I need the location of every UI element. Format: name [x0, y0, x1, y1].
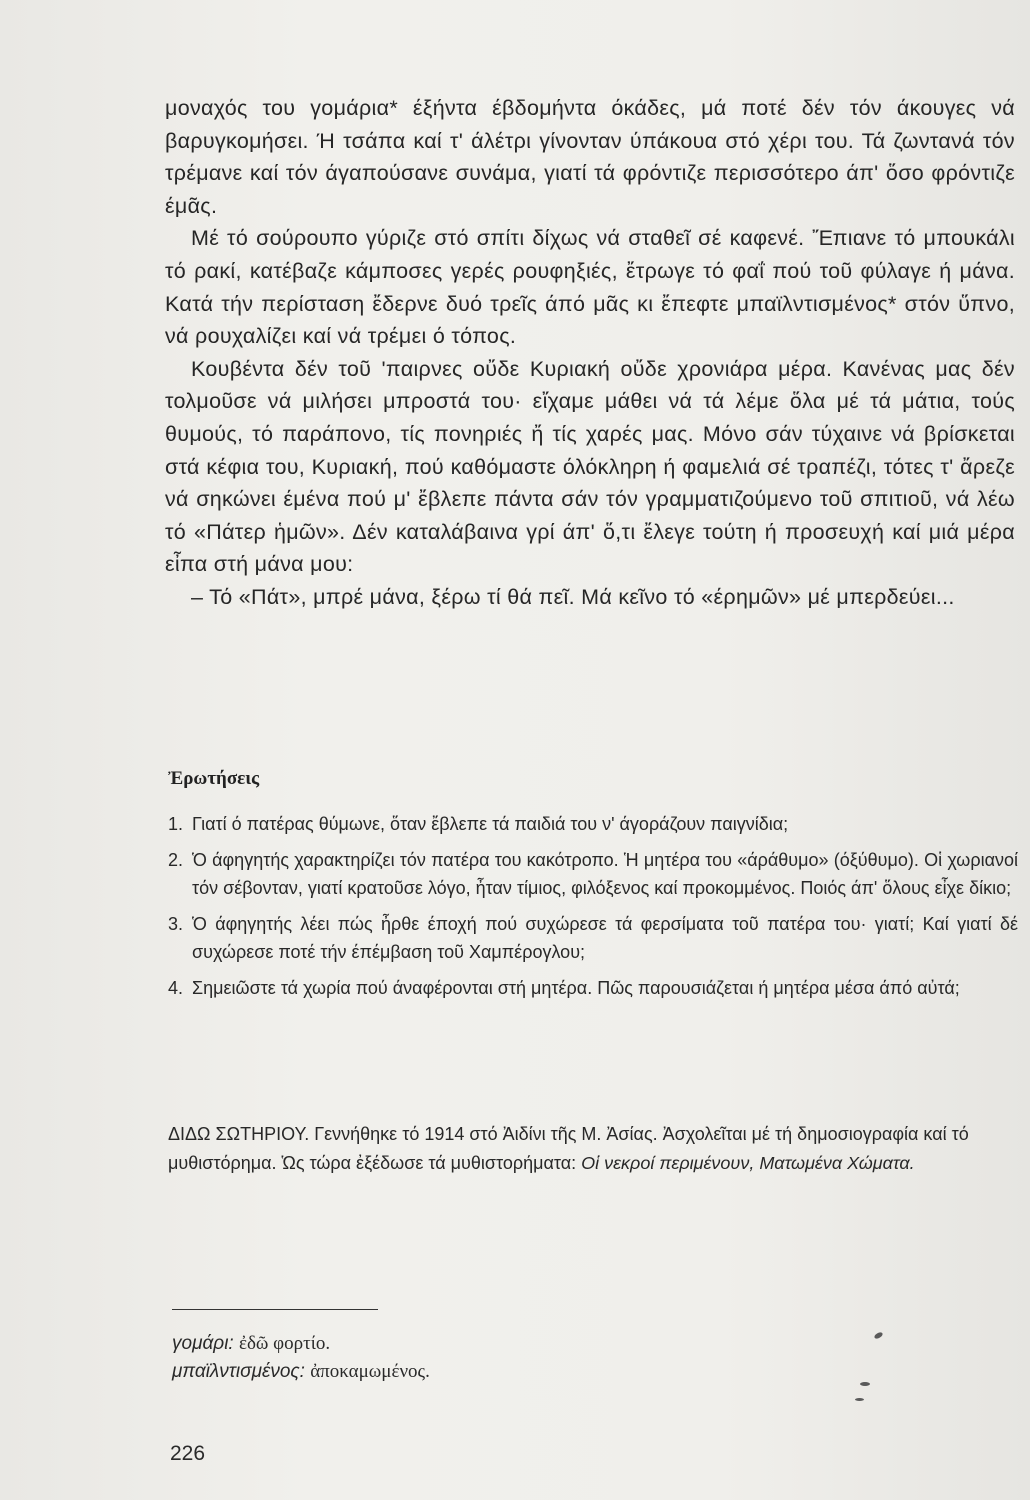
page-number: 226	[170, 1442, 206, 1465]
question-text: Ὁ άφηγητής λέει πώς ἦρθε έποχή πού συχώρεσε τά φερσίματα τοῦ πατέρα του· γιατί; Καί γιατί δέ συχώρεσε ποτέ τήν έπέμβαση τοῦ Χαμπέρογλου;	[192, 913, 1018, 962]
question-text: Σημειῶστε τά χωρία πού άναφέρονται στή μητέρα. Πῶς παρουσιάζεται ή μητέρα μέσα άπό αὐτά;	[192, 977, 960, 998]
footnote-definition: ἀποκαμωμένος.	[310, 1361, 430, 1382]
author-bio-text: ΔΙΔΩ ΣΩΤΗΡΙΟΥ. Γεννήθηκε τό 1914 στό Ἀιδίνι τῆς Μ. Ἀσίας. Ἀσχολεῖται μέ τή δημοσιογραφία καί τό μυθιστόρημα. Ὡς τώρα ἐξέδωσε τά μυθιστορήματα:	[168, 1124, 969, 1173]
main-text	[165, 92, 1015, 614]
ink-smudge	[855, 1398, 864, 1401]
question-item	[168, 974, 1018, 1003]
author-bio	[168, 1120, 1018, 1177]
question-number: 1.	[168, 814, 184, 834]
paragraph-4-dialogue: – Τό «Πάτ», μπρέ μάνα, ξέρω τί θά πεῖ. Μά κεῖνο τό «έρημῶν» μέ μπερδεύει...	[191, 584, 955, 609]
question-number: 4.	[168, 977, 184, 998]
questions-list	[168, 810, 1018, 1009]
paragraph-3: Κουβέντα δέν τοῦ 'παιρνες οὔδε Κυριακή οὔδε χρονιάρα μέρα. Κανένας μας δέν τολμοῦσε νά μιλήσει μπροστά του· εἴχαμε μάθει νά τά λέμε ὅλα μέ τά μάτια, τούς θυμούς, τό παράπονο, τίς πονηριές ἤ τίς χαρές μας. Μόνο σάν τύχαινε νά βρίσκεται στά κέφια του, Κυριακή, πού καθόμαστε όλόκληρη ή φαμελιά σέ τραπέζι, τότες τ' ἄρεζε νά σηκώνει έμένα πού μ' ἔβλεπε πάντα σάν τόν γραμματιζούμενο τοῦ σπιτιοῦ, νά λέω τό «Πάτερ ἡμῶν». Δέν καταλάβαινα γρί άπ' ὅ,τι ἔλεγε τούτη ή προσευχή καί μιά μέρα εἶπα στή μάνα μου:	[165, 356, 1015, 577]
footnote-term: γομάρι:	[172, 1333, 234, 1354]
ink-smudge	[860, 1382, 870, 1386]
footnote-divider	[172, 1309, 378, 1310]
question-number: 3.	[168, 913, 184, 934]
questions-heading: Ἐρωτήσεις	[168, 768, 260, 789]
author-works-titles: Οἱ νεκροί περιμένουν, Ματωμένα Χώματα.	[581, 1152, 915, 1173]
footnote-term: μπαϊλντισμένος:	[172, 1361, 305, 1382]
question-text: Γιατί ό πατέρας θύμωνε, ὅταν ἔβλεπε τά παιδιά του ν' άγοράζουν παιγνίδια;	[192, 814, 789, 834]
paragraph-1: μοναχός του γομάρια* έξήντα έβδομήντα όκάδες, μά ποτέ δέν τόν άκουγες νά βαρυγκομήσει. Ή τσάπα καί τ' άλέτρι γίνονταν ύπάκουα στό χέρι του. Τά ζωντανά τόν τρέμανε καί τόν άγαπούσανε συνάμα, γιατί τά φρόντιζε περισσότερο άπ' ὅσο φρόντιζε έμᾶς.	[165, 96, 1015, 218]
footnotes	[172, 1330, 430, 1386]
question-number: 2.	[168, 849, 184, 870]
paragraph-2: Μέ τό σούρουπο γύριζε στό σπίτι δίχως νά σταθεῖ σέ καφενέ. Ἔπιανε τό μπουκάλι τό ρακί, κατέβαζε κάμποσες γερές ρουφηξιές, ἔτρωγε τό φαΐ πού τοῦ φύλαγε ή μάνα. Κατά τήν περίσταση ἔδερνε δυό τρεῖς άπό μᾶς κι ἔπεφτε μπαϊλντισμένος* στόν ὕπνο, νά ρουχαλίζει καί νά τρέμει ό τόπος.	[165, 226, 1015, 349]
footnote-item	[172, 1330, 430, 1358]
question-item	[168, 810, 1018, 839]
question-text: Ὁ άφηγητής χαρακτηρίζει τόν πατέρα του κακότροπο. Ἡ μητέρα του «άράθυμο» (όξύθυμο). Οἱ χωριανοί τόν σέβονταν, γιατί κρατοῦσε λόγο, ἦταν τίμιος, φιλόξενος καί προκομμένος. Ποιός άπ' ὅλους εἶχε δίκιο;	[192, 849, 1018, 898]
question-item	[168, 846, 1018, 903]
footnote-item	[172, 1358, 430, 1386]
question-item	[168, 910, 1018, 967]
ink-smudge	[873, 1331, 883, 1340]
footnote-definition: ἐδῶ φορτίο.	[238, 1333, 331, 1354]
